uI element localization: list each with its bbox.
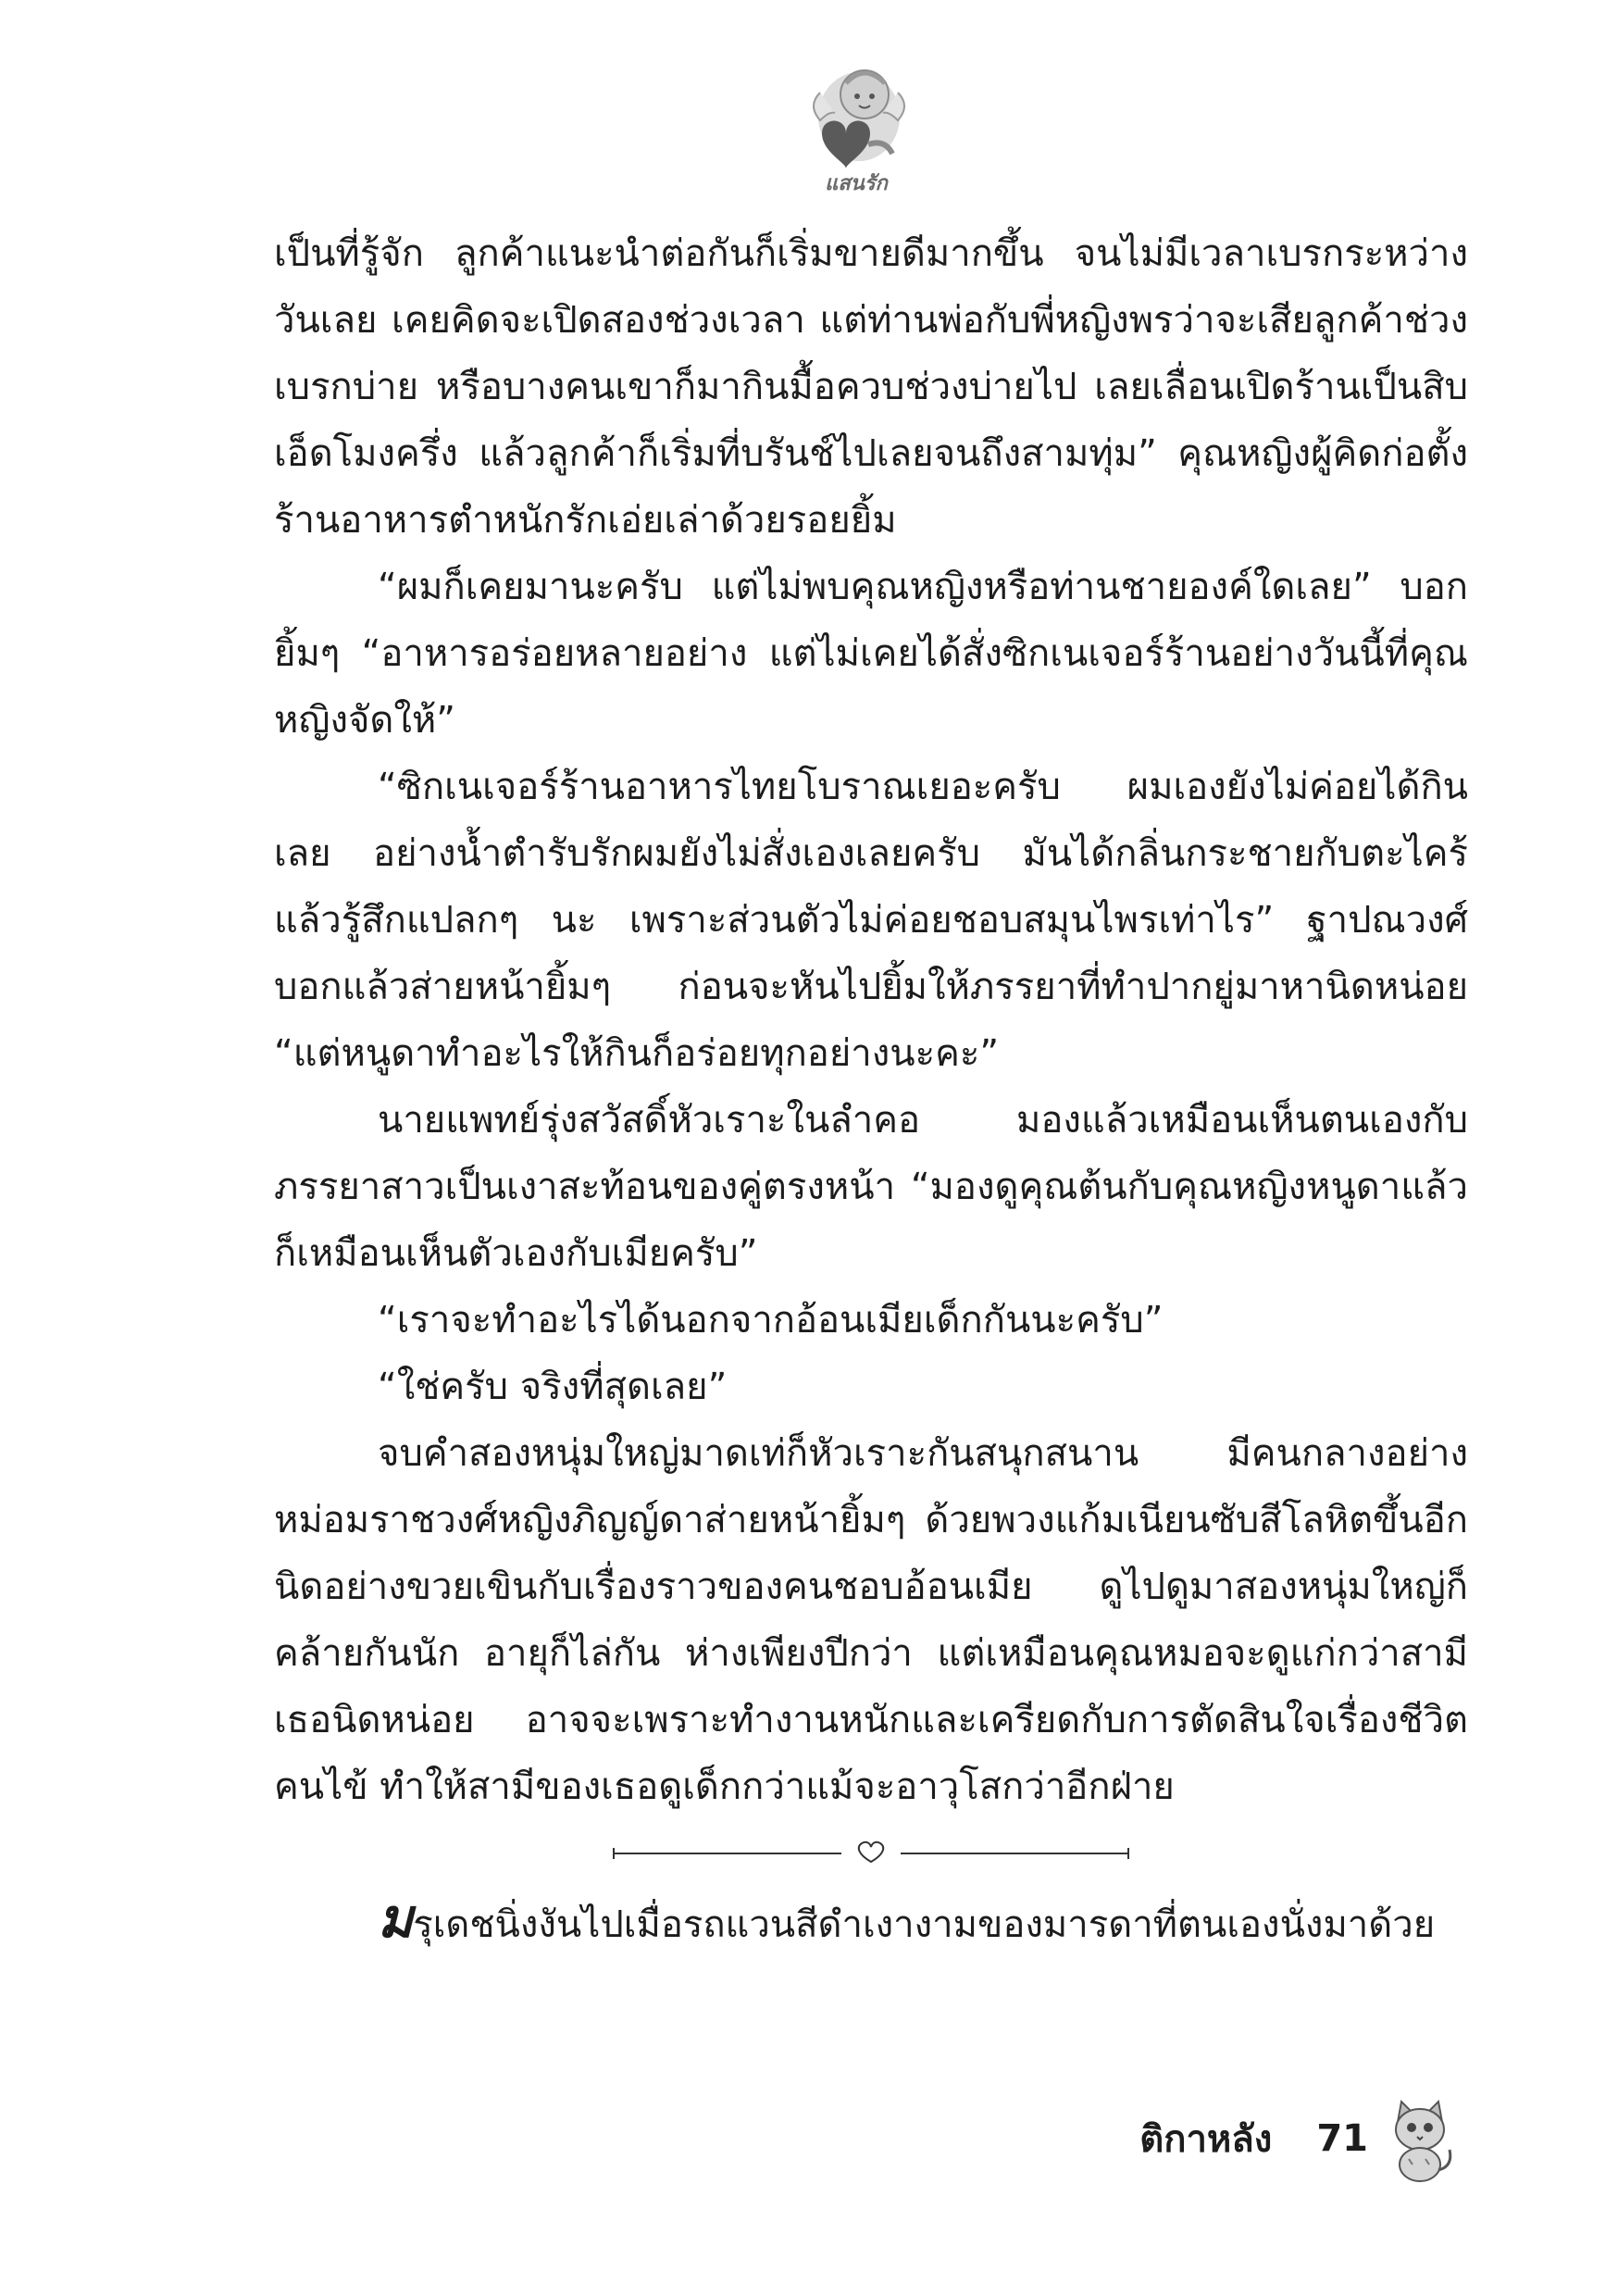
new-section-text: รุเดชนิ่งงันไปเมื่อรถแวนสีดำเงางามของมารดาที่ตนเองนั่งมาด้วย (413, 1903, 1436, 1946)
paragraph-6: “ใช่ครับ จริงที่สุดเลย” (378, 1366, 728, 1408)
section-divider (274, 1826, 1468, 1881)
page-number: 71 (1316, 2117, 1368, 2160)
paragraph-1: เป็นที่รู้จัก ลูกค้าแนะนำต่อกันก็เริ่มขายดีมากขึ้น จนไม่มีเวลาเบรกระหว่างวันเลย เคยคิดจะเปิดสองช่วงเวลา แต่ท่านพ่อกับพี่หญิงพรว่าจะเสียลูกค้าช่วงเบรกบ่าย หรือบางคนเขาก็มากินมื้อควบช่วงบ่ายไป เลยเลื่อนเปิดร้านเป็นสิบเอ็ดโมงครึ่ง แล้วลูกค้าก็เริ่มที่บรันช์ไปเลยจนถึงสามทุ่ม” คุณหญิงผู้คิดก่อตั้งร้านอาหารตำหนักรักเอ่ยเล่าด้วยรอยยิ้ม (274, 232, 1468, 542)
paragraph-4: นายแพทย์รุ่งสวัสดิ์หัวเราะในลำคอ มองแล้วเหมือนเห็นตนเองกับภรรยาสาวเป็นเงาสะท้อนของคู่ตรงหน้า “มองดูคุณต้นกับคุณหญิงหนูดาแล้วก็เหมือนเห็นตัวเองกับเมียครับ” (274, 1099, 1468, 1275)
body-text (274, 220, 1468, 1958)
emblem-text: แสนรัก (825, 172, 888, 195)
heart-divider-icon (612, 1840, 1130, 1867)
page-footer (1139, 2094, 1455, 2183)
running-title: ติกาหลัง (1139, 2118, 1273, 2161)
paragraph-2: “ผมก็เคยมานะครับ แต่ไม่พบคุณหญิงหรือท่านชายองค์ใดเลย” บอกยิ้มๆ “อาหารอร่อยหลายอย่าง แต่ไม่เคยได้สั่งซิกเนเจอร์ร้านอย่างวันนี้ที่คุณหญิงจัดให้” (274, 566, 1468, 742)
header-emblem (798, 56, 915, 204)
paragraph-7: จบคำสองหนุ่มใหญ่มาดเท่ก็หัวเราะกันสนุกสนาน มีคนกลางอย่างหม่อมราชวงศ์หญิงภิญญ์ดาส่ายหน้ายิ้มๆ ด้วยพวงแก้มเนียนซับสีโลหิตขึ้นอีกนิดอย่างขวยเขินกับเรื่องราวของคนชอบอ้อนเมีย ดูไปดูมาสองหนุ่มใหญ่ก็คล้ายกันนัก อายุก็ไล่กัน ห่างเพียงปีกว่า แต่เหมือนคุณหมอจะดูแก่กว่าสามีเธอนิดหน่อย อาจจะเพราะทำงานหนักและเครียดกับการตัดสินใจเรื่องชีวิตคนไข้ ทำให้สามีของเธอดูเด็กกว่าแม้จะอาวุโสกว่าอีกฝ่าย (274, 1432, 1468, 1808)
dropcap-letter: ม (378, 1887, 414, 1950)
paragraph-3: “ซิกเนเจอร์ร้านอาหารไทยโบราณเยอะครับ ผมเองยังไม่ค่อยได้กินเลย อย่างน้ำตำรับรักผมยังไม่สั่งเองเลยครับ มันได้กลิ่นกระชายกับตะไคร้แล้วรู้สึกแปลกๆ นะ เพราะส่วนตัวไม่ค่อยชอบสมุนไพรเท่าไร” ฐาปณวงศ์บอกแล้วส่ายหน้ายิ้มๆ ก่อนจะหันไปยิ้มให้ภรรยาที่ทำปากยู่มาหานิดหน่อย “แต่หนูดาทำอะไรให้กินก็อร่อยทุกอย่างนะคะ” (274, 766, 1468, 1075)
cat-icon (1385, 2094, 1455, 2183)
paragraph-5: “เราจะทำอะไรได้นอกจากอ้อนเมียเด็กกันนะครับ” (378, 1299, 1164, 1341)
new-section-paragraph (274, 1885, 1468, 1958)
